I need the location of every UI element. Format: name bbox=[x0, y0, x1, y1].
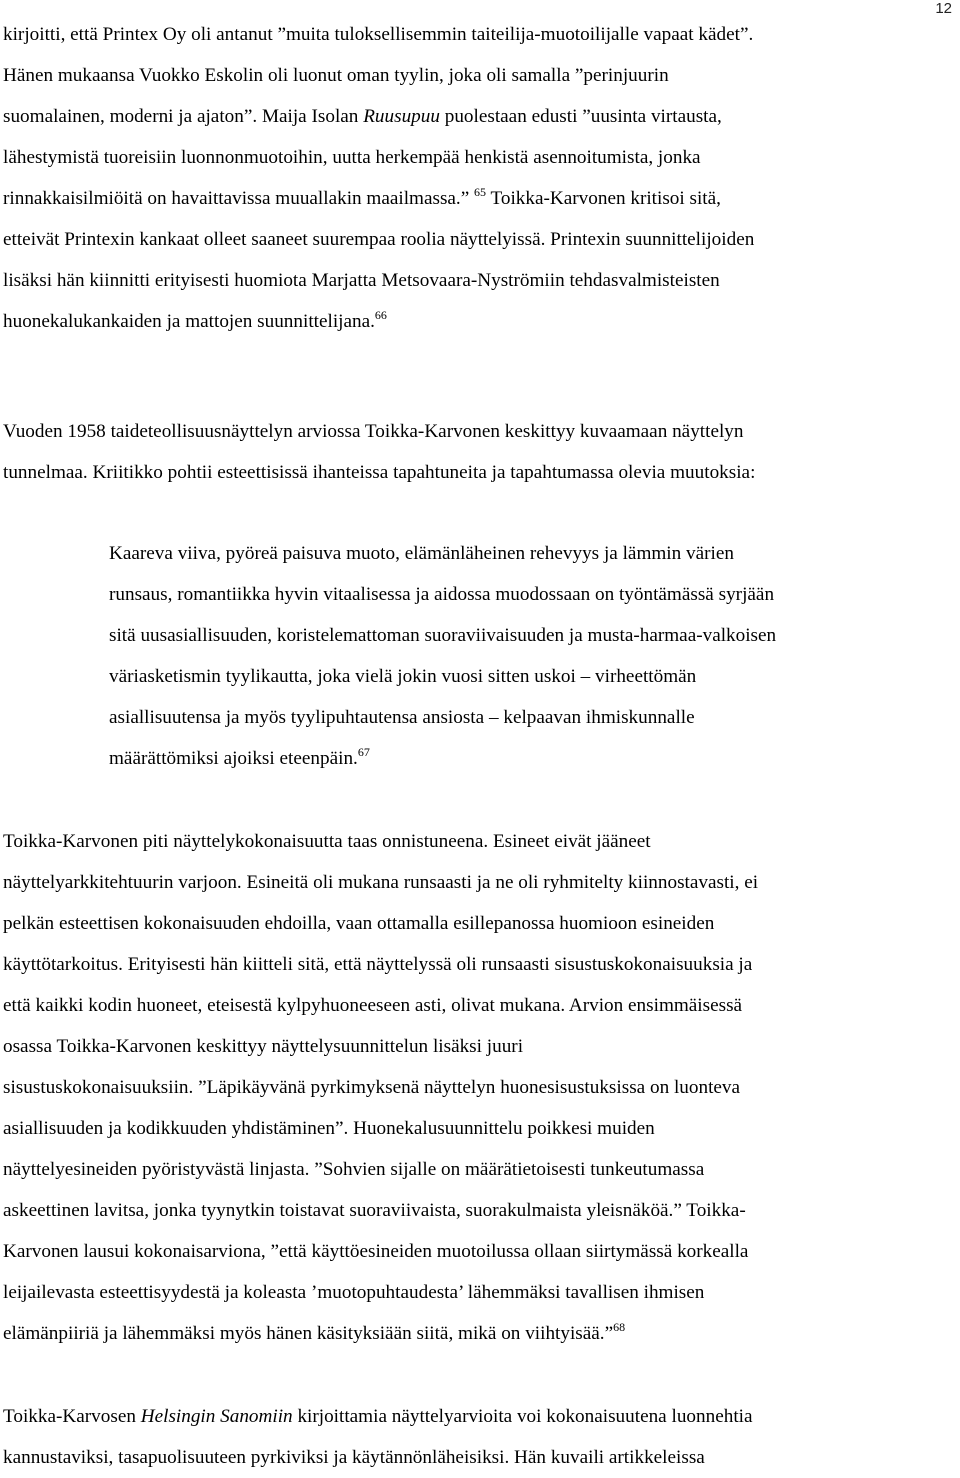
quote-line: asiallisuutensa ja myös tyylipuhtautensa ansiosta – kelpaavan ihmiskunnalle bbox=[109, 707, 695, 728]
paragraph-1958-exhibition bbox=[3, 411, 943, 493]
paragraph-exhibition-assessment bbox=[3, 821, 943, 1354]
text-line: etteivät Printexin kankaat olleet saaneet suurempaa roolia näyttelyissä. Printexin suunnittelijoiden bbox=[3, 229, 755, 250]
footnote-marker: 68 bbox=[613, 1320, 626, 1334]
text-line: kirjoitti, että Printex Oy oli antanut ”muita tuloksellisemmin taiteilija-muotoilijalle vapaat kädet”. bbox=[3, 24, 754, 45]
text-segment: Toikka-Karvosen bbox=[3, 1406, 141, 1427]
text-line bbox=[3, 1313, 943, 1354]
text-line: asiallisuuden ja kodikkuuden yhdistäminen”. Huonekalusuunnittelu poikkesi muiden bbox=[3, 1118, 655, 1139]
text-segment: puolestaan edusti ”uusinta virtausta, bbox=[439, 106, 722, 127]
text-line bbox=[3, 96, 943, 137]
text-segment: elämänpiiriä ja lähemmäksi myös hänen käsityksiään siitä, mikä on viihtyisää.” bbox=[3, 1323, 614, 1344]
text-line: kannustaviksi, tasapuolisuuteen pyrkiviksi ja käytännönläheisiksi. Hän kuvaili artikkeleissa bbox=[3, 1447, 705, 1468]
quote-line: runsaus, romantiikka hyvin vitaalisessa ja aidossa muodossaan on työntämässä syrjään bbox=[109, 584, 775, 605]
paragraph-helsingin-sanomat bbox=[3, 1396, 943, 1478]
text-segment: kirjoittamia näyttelyarvioita voi kokonaisuutena luonnehtia bbox=[292, 1406, 753, 1427]
text-line bbox=[3, 178, 943, 219]
text-line: Hänen mukaansa Vuokko Eskolin oli luonut oman tyylin, joka oli samalla ”perinjuurin bbox=[3, 65, 669, 86]
text-line: askeettinen lavitsa, jonka tyynytkin toistavat suoraviivaista, suorakulmaista yleisnäköä.” Toikka- bbox=[3, 1200, 746, 1221]
text-line: näyttelyarkkitehtuurin varjoon. Esineitä oli mukana runsaasti ja ne oli ryhmitelty kiinnostavasti, ei bbox=[3, 872, 759, 893]
text-segment: rinnakkaisilmiöitä on havaittavissa muuallakin maailmassa.” bbox=[3, 188, 475, 209]
text-line: Toikka-Karvonen piti näyttelykokonaisuutta taas onnistuneena. Esineet eivät jääneet bbox=[3, 831, 651, 852]
text-line: lisäksi hän kiinnitti erityisesti huomiota Marjatta Metsovaara-Nyströmiin tehdasvalmisteisten bbox=[3, 270, 720, 291]
italic-title-helsingin-sanomat: Helsingin Sanomiin bbox=[140, 1406, 293, 1427]
quote-line: sitä uusasiallisuuden, koristelemattoman suoraviivaisuuden ja musta-harmaa-valkoisen bbox=[109, 625, 777, 646]
text-line: Karvonen lausui kokonaisarviona, ”että käyttöesineiden muotoilussa ollaan siirtymässä korkealla bbox=[3, 1241, 749, 1262]
text-segment: suomalainen, moderni ja ajaton”. Maija Isolan bbox=[3, 106, 364, 127]
text-line bbox=[3, 301, 943, 342]
text-line: lähestymistä tuoreisiin luonnonmuotoihin, uutta herkempää henkistä asennoitumista, jonka bbox=[3, 147, 701, 168]
quote-line bbox=[109, 738, 949, 779]
text-line: Vuoden 1958 taideteollisuusnäyttelyn arviossa Toikka-Karvonen keskittyy kuvaamaan näyttelyn bbox=[3, 421, 744, 442]
text-segment: Toikka-Karvonen kritisoi sitä, bbox=[486, 188, 721, 209]
quote-line: väriasketismin tyylikautta, joka vielä jokin vuosi sitten uskoi – virheettömän bbox=[109, 666, 697, 687]
page-number: 12 bbox=[935, 0, 952, 17]
text-line: osassa Toikka-Karvonen keskittyy näyttelysuunnittelun lisäksi juuri bbox=[3, 1036, 524, 1057]
footnote-marker: 67 bbox=[357, 745, 370, 759]
paragraph-printex-review bbox=[3, 14, 943, 342]
text-line: että kaikki kodin huoneet, eteisestä kylpyhuoneeseen asti, olivat mukana. Arvion ensimmäisessä bbox=[3, 995, 743, 1016]
quote-line: Kaareva viiva, pyöreä paisuva muoto, elämänläheinen rehevyys ja lämmin värien bbox=[109, 543, 734, 564]
text-segment: määrättömiksi ajoiksi eteenpäin. bbox=[109, 748, 358, 769]
text-line: leijailevasta esteettisyydestä ja koleasta ’muotopuhtaudesta’ lähemmäksi tavallisen ihmisen bbox=[3, 1282, 705, 1303]
text-line: pelkän esteettisen kokonaisuuden ehdoilla, vaan ottamalla esillepanossa huomioon esineiden bbox=[3, 913, 715, 934]
italic-title-ruusupuu: Ruusupuu bbox=[363, 106, 440, 127]
text-line: sisustuskokonaisuuksiin. ”Läpikäyvänä pyrkimyksenä näyttelyn huonesisustuksissa on luonteva bbox=[3, 1077, 741, 1098]
footnote-marker: 65 bbox=[474, 185, 487, 199]
text-line: käyttötarkoitus. Erityisesti hän kiitteli sitä, että näyttelyssä oli runsaasti sisustuskokonaisuuksia ja bbox=[3, 954, 753, 975]
text-segment: huonekalukankaiden ja mattojen suunnittelijana. bbox=[3, 311, 375, 332]
text-line: tunnelmaa. Kriitikko pohtii esteettisissä ihanteissa tapahtuneita ja tapahtumassa olevia muutoksia: bbox=[3, 462, 756, 483]
text-line bbox=[3, 1396, 943, 1437]
text-line: näyttelyesineiden pyöristyvästä linjasta. ”Sohvien sijalle on määrätietoisesti tunkeutumassa bbox=[3, 1159, 705, 1180]
block-quote bbox=[109, 533, 949, 779]
footnote-marker: 66 bbox=[374, 308, 387, 322]
